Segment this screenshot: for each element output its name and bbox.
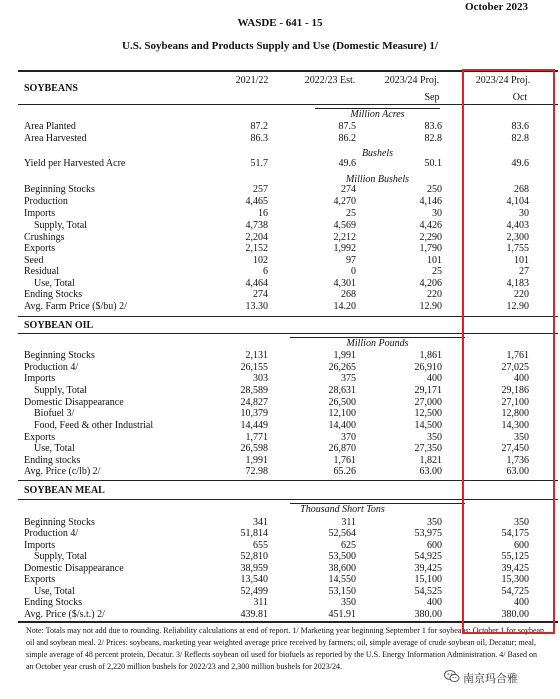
soybeans-cell-col3: 25 — [432, 266, 442, 277]
soybean-oil-row-label: Biofuel 3/ — [34, 408, 75, 419]
soybean-oil-cell-col4: 1,761 — [506, 350, 529, 361]
soybeans-cell-col2: 87.5 — [338, 121, 356, 132]
soybeans-cell-col2: 97 — [346, 255, 356, 266]
highlight-box — [462, 69, 555, 634]
unit-thousand-short-tons: Thousand Short Tons — [300, 504, 385, 515]
soybean-meal-row-label: Beginning Stocks — [24, 517, 95, 528]
soybean-meal-cell-col3: 39,425 — [414, 563, 442, 574]
soybeans-cell-col4: 83.6 — [511, 121, 529, 132]
soybeans-cell-col4: 30 — [519, 208, 529, 219]
soybeans-cell-col2: 49.6 — [338, 158, 356, 169]
soybeans-cell-col4: 49.6 — [511, 158, 529, 169]
soybeans-cell-col4: 268 — [514, 184, 529, 195]
soybeans-cell-col1: 6 — [263, 266, 268, 277]
soybean-meal-cell-col1: 51,814 — [240, 528, 268, 539]
footnote: Note: Totals may not add due to rounding. Reliability calculations at end of report. 1/ Marketing year beginning September 1 for soybeans; October 1 for soybean oil and soybean meal. 2/ Prices: soybeans, marketing year weighted average price received by farmers; oil, simple average of crude soybean oil, Decatur; meal, simple average of 48 percent protein, Decatur. 3/ Reflects soybean oil used for biofuels as reported by the U.S. Energy Information Administration. 4/ Based on an October year crush of 2,220 million bushels for 2022/23 and 2,300 million bushels for 2023/24. — [26, 626, 545, 671]
soybean-meal-cell-col3: 54,925 — [414, 551, 442, 562]
soybean-oil-cell-col1: 24,827 — [240, 397, 268, 408]
soybean-oil-cell-col1: 14,449 — [240, 420, 268, 431]
soybean-oil-row-label: Ending stocks — [24, 455, 81, 466]
soybeans-row-label: Yield per Harvested Acre — [24, 158, 126, 169]
soybean-meal-cell-col4: 15,300 — [501, 574, 529, 585]
soybeans-row-label: Ending Stocks — [24, 289, 83, 300]
report-date: October 2023 — [464, 1, 528, 13]
soybean-oil-cell-col4: 27,100 — [501, 397, 529, 408]
soybean-oil-row-label: Beginning Stocks — [24, 350, 95, 361]
soybean-meal-cell-col1: 439.81 — [240, 609, 268, 620]
soybeans-cell-col2: 0 — [351, 266, 356, 277]
soybean-meal-cell-col3: 380.00 — [414, 609, 442, 620]
soybeans-cell-col4: 4,183 — [506, 278, 529, 289]
soybeans-row-label: Use, Total — [34, 278, 75, 289]
soybeans-cell-col2: 25 — [346, 208, 356, 219]
soybean-meal-cell-col2: 451.91 — [328, 609, 356, 620]
soybeans-cell-col4: 4,403 — [506, 220, 529, 231]
soybean-meal-cell-col1: 311 — [253, 597, 268, 608]
soybeans-cell-col1: 257 — [253, 184, 268, 195]
soybean-oil-row-label: Domestic Disappearance — [24, 397, 124, 408]
soybean-oil-cell-col1: 2,131 — [245, 350, 268, 361]
col-header-2023-24-oct: 2023/24 Proj. — [475, 75, 531, 86]
soybeans-cell-col1: 102 — [253, 255, 268, 266]
soybean-oil-cell-col1: 10,379 — [240, 408, 268, 419]
soybeans-cell-col3: 82.8 — [424, 133, 442, 144]
soybeans-cell-col3: 83.6 — [424, 121, 442, 132]
soybean-oil-row-label: Imports — [24, 373, 56, 384]
soybeans-cell-col1: 274 — [253, 289, 268, 300]
soybean-oil-cell-col4: 12,800 — [501, 408, 529, 419]
watermark-text: 南京玛合雅 — [463, 672, 518, 685]
soybean-oil-cell-col3: 27,350 — [414, 443, 442, 454]
soybeans-cell-col3: 12.90 — [419, 301, 442, 312]
soybean-meal-cell-col3: 53,975 — [414, 528, 442, 539]
soybean-oil-cell-col2: 1,991 — [333, 350, 356, 361]
soybean-oil-cell-col4: 400 — [514, 373, 529, 384]
soybeans-cell-col4: 220 — [514, 289, 529, 300]
soybeans-cell-col3: 4,426 — [419, 220, 442, 231]
soybeans-cell-col3: 101 — [427, 255, 442, 266]
soybean-meal-cell-col3: 15,100 — [414, 574, 442, 585]
soybeans-row-label: Area Harvested — [24, 133, 87, 144]
soybeans-cell-col1: 13.30 — [245, 301, 268, 312]
soybean-meal-cell-col1: 655 — [253, 540, 268, 551]
wechat-icon — [444, 668, 460, 684]
soybean-oil-cell-col1: 1,771 — [245, 432, 268, 443]
soybean-oil-cell-col2: 12,100 — [328, 408, 356, 419]
soybeans-row-label: Imports — [24, 208, 56, 219]
soybeans-cell-col4: 82.8 — [511, 133, 529, 144]
soybeans-cell-col1: 86.3 — [250, 133, 268, 144]
soybean-meal-cell-col1: 341 — [253, 517, 268, 528]
soybean-oil-cell-col3: 1,861 — [419, 350, 442, 361]
soybean-oil-cell-col4: 63.00 — [506, 466, 529, 477]
unit-million-acres: Million Acres — [350, 109, 405, 120]
soybeans-cell-col3: 2,290 — [419, 232, 442, 243]
col-header-2021-22: 2021/22 — [235, 75, 269, 86]
col-header-2023-24-sep: 2023/24 Proj. — [384, 75, 440, 86]
col-header-sep: Sep — [424, 92, 440, 103]
soybean-meal-row-label: Ending Stocks — [24, 597, 83, 608]
unit-million-pounds: Million Pounds — [346, 338, 409, 349]
soybean-meal-cell-col4: 380.00 — [501, 609, 529, 620]
soybeans-cell-col3: 1,790 — [419, 243, 442, 254]
soybean-oil-cell-col2: 26,500 — [328, 397, 356, 408]
soybean-oil-cell-col4: 350 — [514, 432, 529, 443]
section-soybean-oil: SOYBEAN OIL — [24, 320, 94, 331]
soybean-meal-cell-col3: 350 — [427, 517, 442, 528]
soybean-oil-row-label: Food, Feed & other Industrial — [34, 420, 154, 431]
soybean-meal-row-label: Supply, Total — [34, 551, 87, 562]
soybeans-cell-col3: 250 — [427, 184, 442, 195]
soybean-oil-cell-col2: 65.26 — [333, 466, 356, 477]
soybean-meal-cell-col2: 53,500 — [328, 551, 356, 562]
soybean-oil-cell-col3: 26,910 — [414, 362, 442, 373]
soybeans-cell-col4: 27 — [519, 266, 529, 277]
soybeans-cell-col3: 4,146 — [419, 196, 442, 207]
unit-million-bushels: Million Bushels — [345, 174, 410, 185]
soybean-oil-cell-col3: 14,500 — [414, 420, 442, 431]
section-soybeans: SOYBEANS — [24, 83, 78, 94]
soybean-meal-cell-col3: 400 — [427, 597, 442, 608]
soybeans-cell-col2: 14.20 — [333, 301, 356, 312]
soybeans-cell-col4: 101 — [514, 255, 529, 266]
soybean-oil-cell-col3: 1,821 — [419, 455, 442, 466]
soybeans-cell-col3: 30 — [432, 208, 442, 219]
unit-bushels: Bushels — [361, 148, 394, 159]
soybeans-cell-col1: 2,152 — [245, 243, 268, 254]
soybeans-row-label: Beginning Stocks — [24, 184, 95, 195]
soybean-meal-cell-col1: 52,499 — [240, 586, 268, 597]
soybean-meal-row-label: Imports — [24, 540, 56, 551]
soybeans-cell-col1: 4,465 — [245, 196, 268, 207]
soybeans-cell-col2: 1,992 — [333, 243, 356, 254]
soybean-oil-row-label: Avg. Price (c/lb) 2/ — [24, 466, 101, 477]
soybean-meal-cell-col4: 400 — [514, 597, 529, 608]
soybeans-cell-col3: 4,206 — [419, 278, 442, 289]
soybean-meal-cell-col3: 600 — [427, 540, 442, 551]
soybean-oil-cell-col1: 28,589 — [240, 385, 268, 396]
soybeans-cell-col4: 12.90 — [506, 301, 529, 312]
soybeans-row-label: Crushings — [24, 232, 65, 243]
soybean-oil-cell-col2: 28,631 — [328, 385, 356, 396]
soybean-meal-row-label: Use, Total — [34, 586, 75, 597]
soybean-meal-cell-col1: 52,810 — [240, 551, 268, 562]
soybeans-row-label: Production — [24, 196, 68, 207]
soybean-meal-cell-col4: 54,175 — [501, 528, 529, 539]
soybean-meal-cell-col1: 38,959 — [240, 563, 268, 574]
soybeans-cell-col2: 4,301 — [333, 278, 356, 289]
soybean-oil-cell-col3: 12,500 — [414, 408, 442, 419]
soybean-meal-cell-col4: 39,425 — [501, 563, 529, 574]
soybeans-cell-col4: 1,755 — [506, 243, 529, 254]
soybean-oil-cell-col3: 400 — [427, 373, 442, 384]
report-id: WASDE - 641 - 15 — [237, 17, 323, 29]
soybean-meal-cell-col4: 55,125 — [501, 551, 529, 562]
soybean-meal-cell-col2: 38,600 — [328, 563, 356, 574]
soybean-meal-row-label: Avg. Price ($/s.t.) 2/ — [24, 609, 105, 620]
soybean-oil-cell-col4: 14,300 — [501, 420, 529, 431]
col-header-oct: Oct — [512, 92, 528, 103]
soybean-oil-cell-col4: 29,186 — [501, 385, 529, 396]
soybean-oil-row-label: Exports — [24, 432, 56, 443]
soybeans-row-label: Avg. Farm Price ($/bu) 2/ — [24, 301, 127, 312]
soybeans-row-label: Supply, Total — [34, 220, 87, 231]
soybeans-cell-col1: 87.2 — [250, 121, 268, 132]
soybeans-cell-col1: 16 — [258, 208, 268, 219]
soybean-meal-cell-col4: 350 — [514, 517, 529, 528]
soybean-meal-cell-col4: 54,725 — [501, 586, 529, 597]
soybeans-cell-col2: 4,270 — [333, 196, 356, 207]
col-header-2022-23: 2022/23 Est. — [304, 75, 356, 86]
soybean-oil-cell-col3: 350 — [427, 432, 442, 443]
soybeans-cell-col1: 4,738 — [245, 220, 268, 231]
soybeans-cell-col1: 2,204 — [245, 232, 268, 243]
report-title: U.S. Soybeans and Products Supply and Use (Domestic Measure) 1/ — [122, 40, 438, 52]
soybean-oil-cell-col2: 1,761 — [333, 455, 356, 466]
soybeans-cell-col2: 268 — [341, 289, 356, 300]
soybean-meal-cell-col2: 311 — [341, 517, 356, 528]
soybean-oil-cell-col4: 27,450 — [501, 443, 529, 454]
soybeans-row-label: Residual — [24, 266, 59, 277]
soybeans-row-label: Exports — [24, 243, 56, 254]
soybean-oil-cell-col2: 375 — [341, 373, 356, 384]
soybeans-cell-col2: 86.2 — [338, 133, 356, 144]
soybean-meal-cell-col2: 14,550 — [328, 574, 356, 585]
soybean-meal-cell-col1: 13,540 — [240, 574, 268, 585]
section-soybean-meal: SOYBEAN MEAL — [24, 485, 105, 496]
soybean-oil-cell-col4: 1,736 — [506, 455, 529, 466]
soybean-meal-row-label: Domestic Disappearance — [24, 563, 124, 574]
soybean-oil-cell-col3: 63.00 — [419, 466, 442, 477]
soybeans-cell-col3: 220 — [427, 289, 442, 300]
soybeans-row-label: Area Planted — [24, 121, 76, 132]
soybean-meal-cell-col4: 600 — [514, 540, 529, 551]
soybean-oil-row-label: Production 4/ — [24, 362, 79, 373]
soybean-oil-row-label: Use, Total — [34, 443, 75, 454]
soybeans-cell-col4: 4,104 — [506, 196, 529, 207]
soybean-oil-row-label: Supply, Total — [34, 385, 87, 396]
soybean-oil-cell-col3: 29,171 — [414, 385, 442, 396]
soybeans-cell-col2: 2,212 — [333, 232, 356, 243]
soybean-oil-cell-col1: 1,991 — [245, 455, 268, 466]
soybean-oil-cell-col1: 72.98 — [245, 466, 268, 477]
soybeans-cell-col3: 50.1 — [424, 158, 442, 169]
soybean-oil-cell-col2: 14,400 — [328, 420, 356, 431]
soybean-meal-cell-col3: 54,525 — [414, 586, 442, 597]
soybean-oil-cell-col1: 26,598 — [240, 443, 268, 454]
soybeans-cell-col1: 4,464 — [245, 278, 268, 289]
soybean-oil-cell-col2: 26,870 — [328, 443, 356, 454]
soybean-oil-cell-col1: 26,155 — [240, 362, 268, 373]
soybeans-cell-col1: 51.7 — [250, 158, 268, 169]
soybean-meal-cell-col2: 53,150 — [328, 586, 356, 597]
soybean-oil-cell-col4: 27,025 — [501, 362, 529, 373]
soybeans-cell-col2: 4,569 — [333, 220, 356, 231]
soybean-meal-row-label: Exports — [24, 574, 56, 585]
soybean-oil-cell-col3: 27,000 — [414, 397, 442, 408]
soybean-meal-cell-col2: 52,564 — [328, 528, 356, 539]
soybeans-row-label: Seed — [24, 255, 44, 266]
soybean-meal-cell-col2: 350 — [341, 597, 356, 608]
soybeans-cell-col4: 2,300 — [506, 232, 529, 243]
soybean-oil-cell-col1: 303 — [253, 373, 268, 384]
soybean-oil-cell-col2: 26,265 — [328, 362, 356, 373]
soybean-meal-row-label: Production 4/ — [24, 528, 79, 539]
soybean-meal-cell-col2: 625 — [341, 540, 356, 551]
soybean-oil-cell-col2: 370 — [341, 432, 356, 443]
soybeans-cell-col2: 274 — [341, 184, 356, 195]
